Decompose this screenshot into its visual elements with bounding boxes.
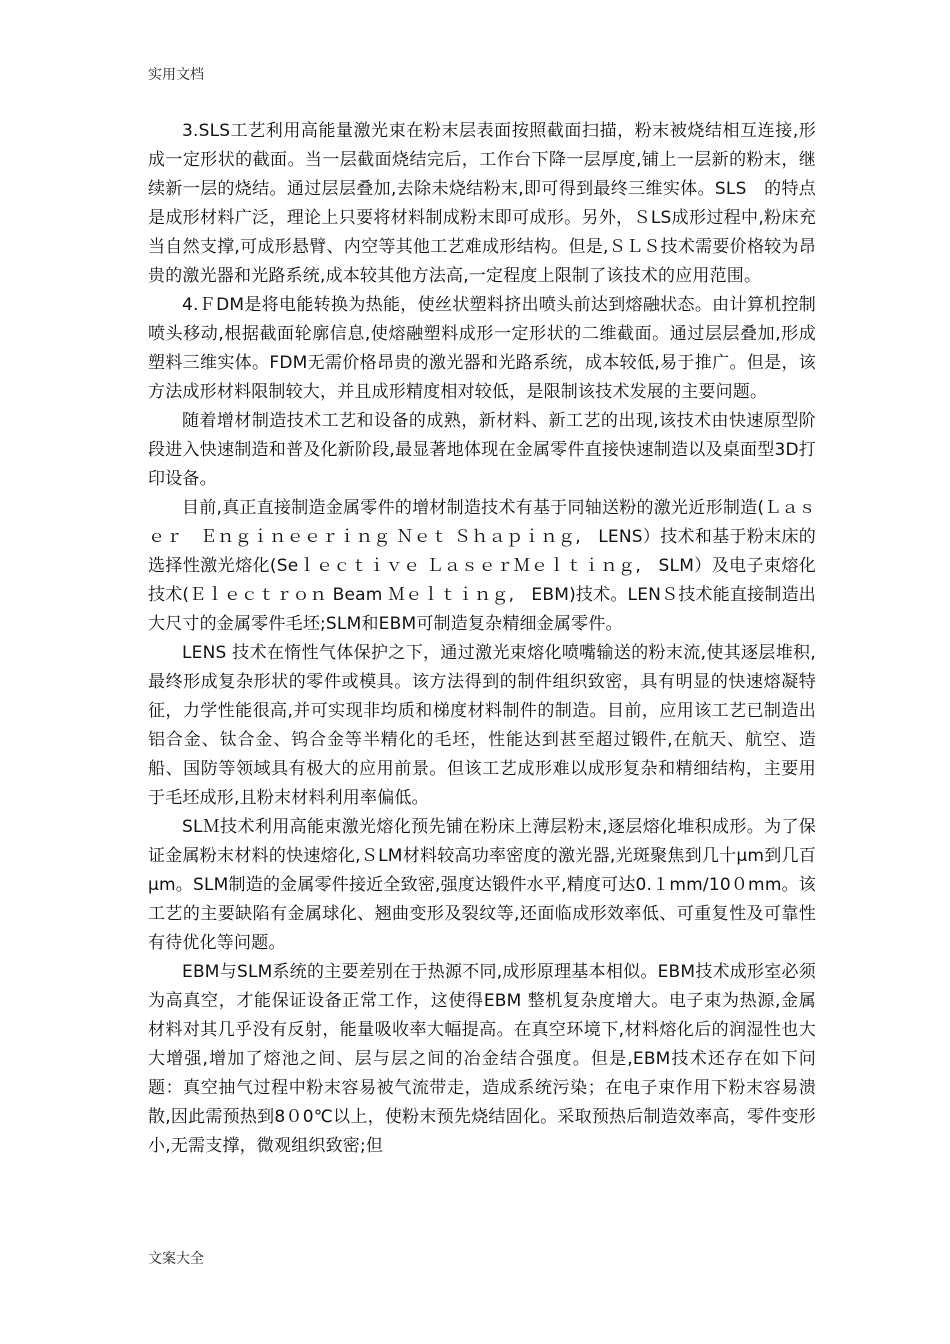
paragraph-lens: LENS 技术在惰性气体保护之下，通过激光束熔化喷嘴输送的粉末流,使其逐层堆积,最终形成复杂形状的零件或模具。该方法得到的制件组织致密，具有明显的快速熔凝特征，力学性能很高,并可实现非均质和梯度材料制件的制造。目前，应用该工艺已制造出铝合金、钛合金、钨合金等半精化的毛坯，性能达到甚至超过锻件,在航天、航空、造船、国防等领域具有极大的应用前景。但该工艺成形难以成形复杂和精细结构，主要用于毛坯成形,且粉末材料利用率偏低。 xyxy=(148,643,816,808)
paragraph-sls: 3.SLS工艺利用高能量激光束在粉末层表面按照截面扫描，粉末被烧结相互连接,形成一定形状的截面。当一层截面烧结完后，工作台下降一层厚度,铺上一层新的粉末，继续新一层的烧结。通过层层叠加,去除未烧结粉末,即可得到最终三维实体。SLS 的特点是成形材料广泛，理论上只要将材料制成粉末即可成形。另外，ＳLS成形过程中,粉床充当自然支撑,可成形悬臂、内空等其他工艺难成形结构。但是,ＳＬＳ技术需要价格较为昂贵的激光器和光路系统,成本较其他方法高,一定程度上限制了该技术的应用范围。 xyxy=(148,121,816,286)
page-header: 实用文档 xyxy=(148,67,204,83)
paragraph-slm: SLＭ技术利用高能束激光熔化预先铺在粉床上薄层粉末,逐层熔化堆积成形。为了保证金属粉末材料的快速熔化,ＳLM材料较高功率密度的激光器,光斑聚焦到几十μm到几百μm。SLM制造的金属零件接近全致密,强度达锻件水平,精度可达0.１mm/10０mm。该工艺的主要缺陷有金属球化、翘曲变形及裂纹等,还面临成形效率低、可重复性及可靠性有待优化等问题。 xyxy=(148,817,816,953)
paragraph-metal-am: 目前,真正直接制造金属零件的增材制造技术有基于同轴送粉的激光近形制造(Ｌａｓｅｒ Ｅｎｇｉｎｅｅｒｉｎｇ Ｎｅｔ Ｓｈａｐｉｎｇ, LENS）技术和基于粉末床的选择性激光熔化(Seｌｅｃｔｉｖｅ ＬａｓｅｒＭｅｌｔｉｎｇ, SLM）及电子束熔化技术(Ｅｌｅｃｔｒｏｎ Beam Ｍｅｌｔｉｎｇ, EBM)技术。LENＳ技术能直接制造出大尺寸的金属零件毛坯;SLM和EBM可制造复杂精细金属零件。 xyxy=(148,498,816,634)
page-footer: 文案大全 xyxy=(148,1251,204,1267)
paragraph-ebm: EBM与SLM系统的主要差别在于热源不同,成形原理基本相似。EBM技术成形室必须为高真空，才能保证设备正常工作，这使得EBM 整机复杂度增大。电子束为热源,金属材料对其几乎没有反射，能量吸收率大幅提高。在真空环境下,材料熔化后的润湿性也大大增强,增加了熔池之间、层与层之间的冶金结合强度。但是,EBM技术还存在如下问题：真空抽气过程中粉末容易被气流带走，造成系统污染；在电子束作用下粉末容易溃散,因此需预热到8０0℃以上，使粉末预先烧结固化。采取预热后制造效率高，零件变形小,无需支撑，微观组织致密;但 xyxy=(148,962,816,1156)
paragraph-development: 随着增材制造技术工艺和设备的成熟，新材料、新工艺的出现,该技术由快速原型阶段进入快速制造和普及化新阶段,最显著地体现在金属零件直接快速制造以及桌面型3D打印设备。 xyxy=(148,411,816,489)
document-body xyxy=(148,117,816,1161)
paragraph-fdm: 4.ＦDM是将电能转换为热能，使丝状塑料挤出喷头前达到熔融状态。由计算机控制喷头移动,根据截面轮廓信息,使熔融塑料成形一定形状的二维截面。通过层层叠加,形成塑料三维实体。FDM无需价格昂贵的激光器和光路系统，成本较低,易于推广。但是，该方法成形材料限制较大，并且成形精度相对较低，是限制该技术发展的主要问题。 xyxy=(148,295,816,402)
